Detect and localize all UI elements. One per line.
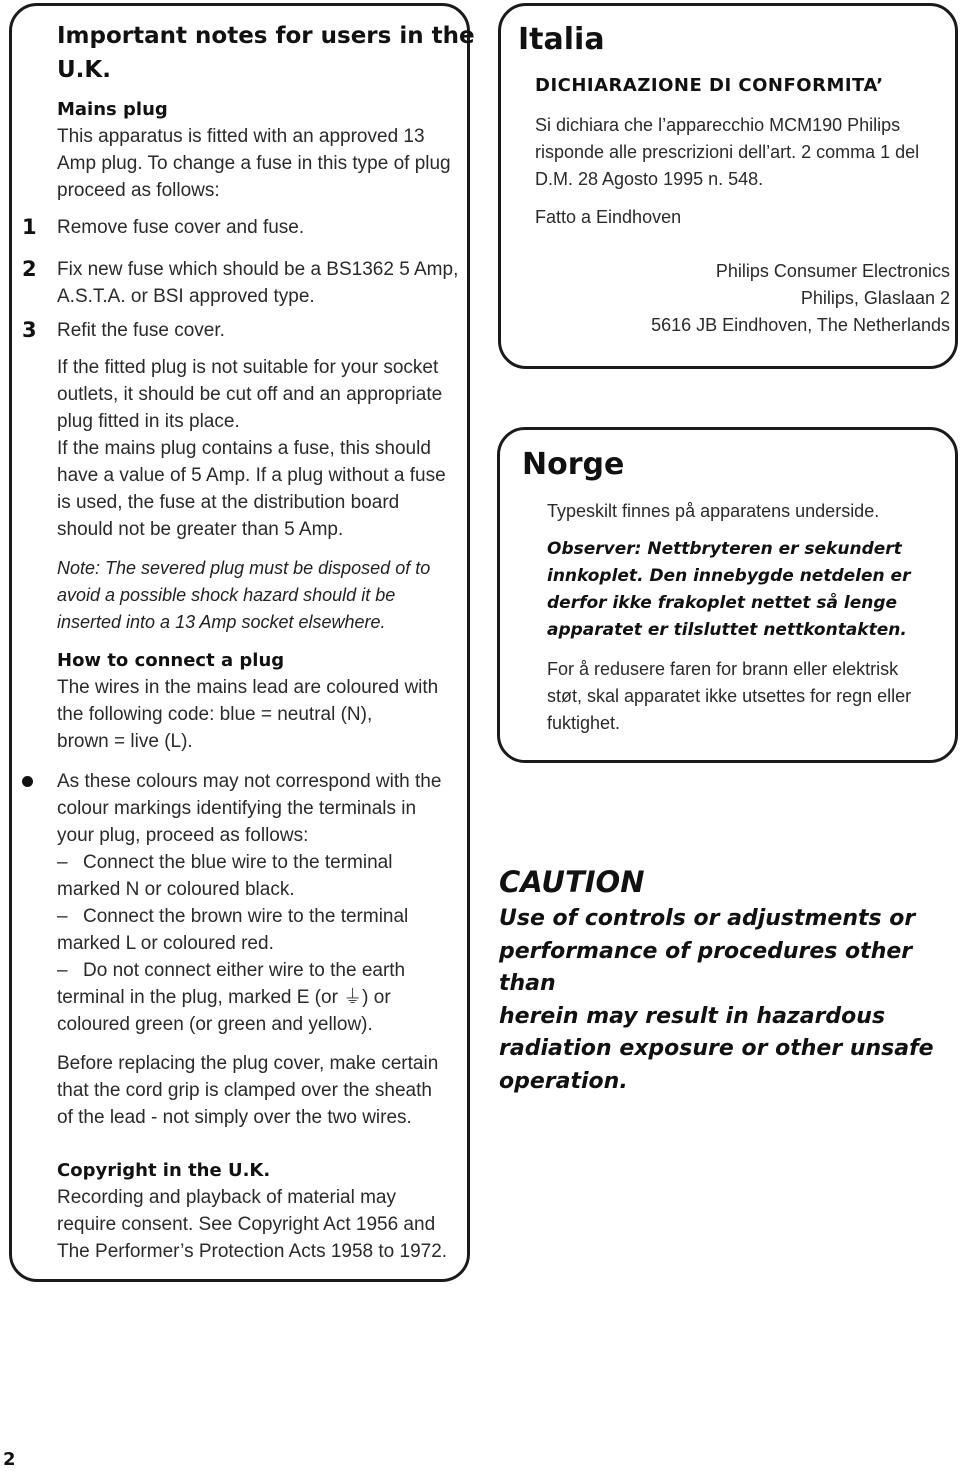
text-line: marked L or coloured red.: [57, 933, 274, 954]
text-line: Use of controls or adjustments or: [499, 906, 916, 931]
text-line: proceed as follows:: [57, 180, 220, 201]
mains-plug-heading: Mains plug: [57, 99, 168, 120]
text-line: of the lead - not simply over the two wires.: [57, 1107, 412, 1128]
connect-plug-intro: [57, 674, 438, 755]
norge-title: Norge: [522, 447, 625, 482]
text-line: your plug, proceed as follows:: [57, 825, 309, 846]
text-line: Amp plug. To change a fuse in this type of plug: [57, 153, 451, 174]
text-line: For å redusere faren for brann eller elektrisk: [547, 659, 899, 679]
dash-icon: –: [57, 852, 68, 873]
page-number: 2: [3, 1449, 16, 1470]
step-number: 2: [22, 257, 37, 281]
declaration-place: Fatto a Eindhoven: [535, 207, 682, 227]
text-line: inserted into a 13 Amp socket elsewhere.: [57, 612, 386, 632]
uk-title-line: U.K.: [57, 57, 111, 83]
severed-plug-note: [57, 555, 430, 636]
text-line: Philips Consumer Electronics: [715, 261, 950, 281]
step-text: Remove fuse cover and fuse.: [57, 217, 305, 238]
text-line: require consent. See Copyright Act 1956 and: [57, 1214, 436, 1235]
plug-cover-paragraph: [57, 1050, 438, 1131]
text-line: that the cord grip is clamped over the sheath: [57, 1080, 432, 1101]
text-line: Fix new fuse which should be a BS1362 5 Amp,: [57, 259, 459, 280]
text-line: have a value of 5 Amp. If a plug without a fuse: [57, 465, 446, 486]
text-line: This apparatus is fitted with an approved 13: [57, 126, 425, 147]
text-line: Before replacing the plug cover, make certain: [57, 1053, 439, 1074]
mains-plug-intro: [57, 123, 451, 204]
dash-item-text: Do not connect either wire to the earth: [83, 960, 406, 981]
declaration-text: [535, 112, 919, 193]
connect-plug-heading: How to connect a plug: [57, 650, 285, 671]
caution-text: [499, 903, 960, 1098]
dash-item-text: Connect the brown wire to the terminal: [83, 906, 409, 927]
colour-bullet-paragraph: [57, 768, 441, 1038]
text-line: As these colours may not correspond with the: [57, 771, 442, 792]
text-line: innkoplet. Den innebygde netdelen er: [547, 566, 911, 586]
text-line: herein may result in hazardous: [499, 1003, 886, 1029]
text-line: marked N or coloured black.: [57, 879, 295, 900]
text-line: 5616 JB Eindhoven, The Netherlands: [651, 315, 950, 335]
text-line: støt, skal apparatet ikke utsettes for regn eller: [547, 686, 912, 706]
philips-address: [651, 258, 950, 339]
text-line: radiation exposure or other unsafe: [499, 1036, 934, 1061]
text-line: avoid a possible shock hazard should it be: [57, 585, 396, 605]
text-line: risponde alle prescrizioni dell’art. 2 comma 1 del: [535, 142, 920, 162]
text-line: outlets, it should be cut off and an appropriate: [57, 384, 443, 405]
text-line: terminal in the plug, marked E (or ⏚) or: [57, 987, 391, 1008]
text-line: derfor ikke frakoplet nettet så lenge: [547, 593, 898, 613]
text-line: performance of procedures other than: [499, 938, 913, 996]
dash-item: [57, 849, 441, 876]
text-line: operation.: [499, 1068, 628, 1094]
unsuitable-plug-paragraph: [57, 354, 446, 543]
text-line: If the mains plug contains a fuse, this should: [57, 438, 431, 459]
text-line: is used, the fuse at the distribution board: [57, 492, 400, 513]
bullet-icon: [22, 776, 33, 787]
text-line: the following code: blue = neutral (N),: [57, 704, 373, 725]
text-line: plug fitted in its place.: [57, 411, 240, 432]
step-number: 3: [22, 318, 37, 342]
text-line: If the fitted plug is not suitable for your socket: [57, 357, 439, 378]
text-line: Philips, Glaslaan 2: [800, 288, 950, 308]
copyright-paragraph: [57, 1184, 447, 1265]
text-line: Recording and playback of material may: [57, 1187, 397, 1208]
dash-item-text: Connect the blue wire to the terminal: [83, 852, 393, 873]
italia-title: Italia: [518, 22, 605, 57]
step-text: [57, 256, 458, 310]
dash-item: [57, 957, 441, 984]
norge-type-plate-text: Typeskilt finnes på apparatens underside.: [547, 501, 880, 521]
text-line: coloured green (or green and yellow).: [57, 1014, 373, 1035]
declaration-heading: DICHIARAZIONE DI CONFORMITA’: [535, 75, 884, 96]
text-line: Note: The severed plug must be disposed of to: [57, 558, 431, 578]
norge-observer-note: [547, 536, 910, 644]
step-number: 1: [22, 215, 37, 239]
text-line: should not be greater than 5 Amp.: [57, 519, 344, 540]
text-line: The wires in the mains lead are coloured with: [57, 677, 439, 698]
dash-icon: –: [57, 906, 68, 927]
caution-title: CAUTION: [499, 865, 645, 899]
text-line: D.M. 28 Agosto 1995 n. 548.: [535, 169, 764, 189]
dash-item: [57, 903, 441, 930]
text-line: colour markings identifying the terminals in: [57, 798, 417, 819]
text-line: Observer: Nettbryteren er sekundert: [547, 539, 902, 559]
text-line: apparatet er tilsluttet nettkontakten.: [547, 620, 907, 640]
norge-fire-warning: [547, 656, 911, 737]
uk-title-line: Important notes for users in the: [57, 23, 475, 49]
text-line: The Performer’s Protection Acts 1958 to 1972.: [57, 1241, 448, 1262]
text-line: brown = live (L).: [57, 731, 193, 752]
step-text: Refit the fuse cover.: [57, 320, 225, 341]
copyright-heading: Copyright in the U.K.: [57, 1160, 271, 1181]
dash-icon: –: [57, 960, 68, 981]
text-line: A.S.T.A. or BSI approved type.: [57, 286, 315, 307]
uk-title: [57, 19, 475, 87]
text-line: fuktighet.: [547, 713, 621, 733]
text-line: Si dichiara che l’apparecchio MCM190 Philips: [535, 115, 901, 135]
